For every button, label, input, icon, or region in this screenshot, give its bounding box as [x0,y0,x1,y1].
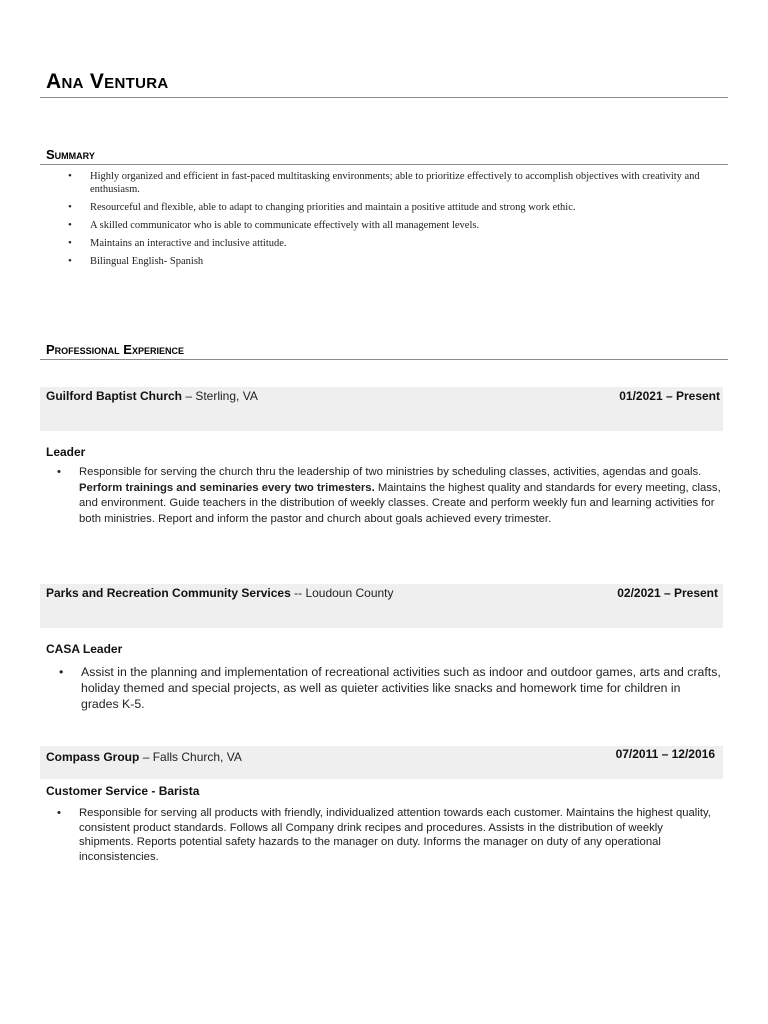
employer-name: Guilford Baptist Church [46,389,182,403]
job-description: • Assist in the planning and implementation of recreational activities such as indoor and outdoor games, arts and crafts, holiday themed and special projects, as well as quieter activities like snacks and homework time for children in grades K-5. [59,664,721,712]
job-description: • Responsible for serving all products with friendly, individualized attention towards each customer. Maintains the highest quality, consistent product standards. Follows all Company drink recipes and procedures. Assists in the distribution of weekly shipments. Reports potential safety hazards to the manager on duty. Informs the manager on duty of any operational inconsistencies. [57,806,719,864]
summary-item: • A skilled communicator who is able to communicate effectively with all management levels. [68,219,728,232]
job-dates: 07/2011 – 12/2016 [615,747,715,761]
employer-separator: -- [290,586,306,600]
employer-location: Loudoun County [305,586,394,600]
summary-list [68,170,728,273]
job-role: Leader [46,445,86,459]
job-dates: 01/2021 – Present [619,389,720,403]
experience-heading: Professional Experience [46,342,184,357]
employer-location: Sterling, VA [195,389,258,403]
summary-item: • Maintains an interactive and inclusive attitude. [68,237,728,250]
header-rule [40,97,728,98]
summary-item: • Highly organized and efficient in fast-paced multitasking environments; able to prioritize effectively to accomplish objectives with creativity and enthusiasm. [68,170,728,196]
summary-rule [40,164,728,165]
experience-rule [40,359,728,360]
job-header [46,750,242,764]
job-description-list [59,664,721,712]
employer-name: Parks and Recreation Community Services [46,586,291,600]
job-description-text: Responsible for serving the church thru the leadership of two ministries by scheduling classes, activities, agendas and goals. [79,466,702,478]
job-role: CASA Leader [46,642,123,656]
job-dates: 02/2021 – Present [617,586,718,600]
job-header [46,389,258,403]
job-role: Customer Service - Barista [46,784,200,798]
job-description-highlight: Perform trainings and seminaries every two trimesters. [79,481,375,494]
summary-item: • Bilingual English- Spanish [68,255,728,268]
job-description-list [57,465,725,527]
employer-name: Compass Group [46,750,140,764]
candidate-name: Ana Ventura [46,70,169,93]
job-description [57,465,725,527]
summary-item: • Resourceful and flexible, able to adapt to changing priorities and maintain a positive attitude and strong work ethic. [68,201,728,214]
job-header [46,586,394,600]
employer-location: Falls Church, VA [152,750,242,764]
employer-separator: – [139,750,153,764]
summary-heading: Summary [46,147,95,162]
job-description-text: Maintains the highest quality and standards for every meeting, class, and environment. Guide teachers in the distribution of weekly classes. Create and perform weekly fun and learning activities for both ministries. Report and inform the pastor and church about goals achieved every trimester. [79,481,721,525]
employer-separator: – [182,389,196,403]
job-description-list [57,806,719,864]
